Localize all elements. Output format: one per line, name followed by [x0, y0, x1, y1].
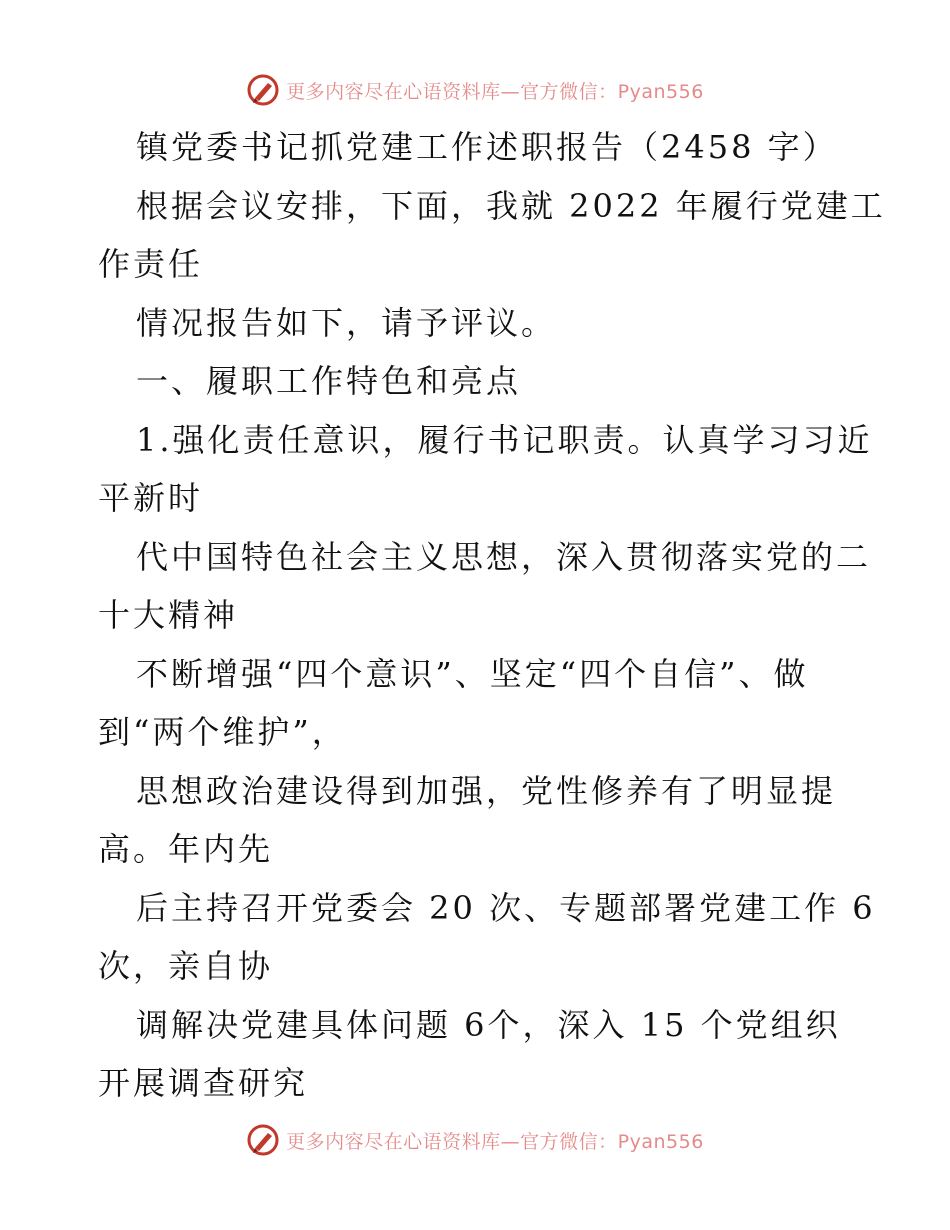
text-line: 调解决党建具体问题 6个，深入 15 个党组织	[136, 1005, 841, 1044]
document-title: 镇党委书记抓党建工作述职报告（2458 字）	[136, 128, 838, 166]
text-line: 高。年内先	[98, 830, 274, 868]
text-line: 情况报告如下，请予评议。	[136, 303, 557, 342]
watermark-text: 更多内容尽在心语资料库—官方微信：Pyan556	[286, 80, 704, 103]
text-line: 次，亲自协	[98, 947, 274, 985]
document-body	[98, 118, 886, 1113]
text-line: 开展调查研究	[98, 1064, 309, 1102]
text-line: 后主持召开党委会 20 次、专题部署党建工作 6	[136, 888, 876, 927]
text-line: 思想政治建设得到加强，党性修养有了明显提	[136, 771, 837, 810]
text-line: 1.强化责任意识，履行书记职责。认真学习习近	[136, 420, 873, 459]
text-line: 一、履职工作特色和亮点	[136, 362, 522, 400]
text-line: 到“两个维护”，	[98, 713, 347, 751]
text-line: 平新时	[98, 479, 204, 517]
watermark-header	[0, 70, 950, 110]
text-line: 作责任	[98, 245, 204, 283]
pen-logo-icon	[246, 73, 280, 107]
watermark-footer	[0, 1120, 950, 1160]
pen-logo-icon	[246, 1123, 280, 1157]
text-line: 代中国特色社会主义思想，深入贯彻落实党的二	[136, 537, 872, 576]
text-line: 不断增强“四个意识”、坚定“四个自信”、做	[136, 654, 809, 693]
watermark-text: 更多内容尽在心语资料库—官方微信：Pyan556	[286, 1130, 704, 1153]
text-line: 根据会议安排，下面，我就 2022 年履行党建工	[136, 186, 886, 225]
text-line: 十大精神	[98, 596, 239, 634]
